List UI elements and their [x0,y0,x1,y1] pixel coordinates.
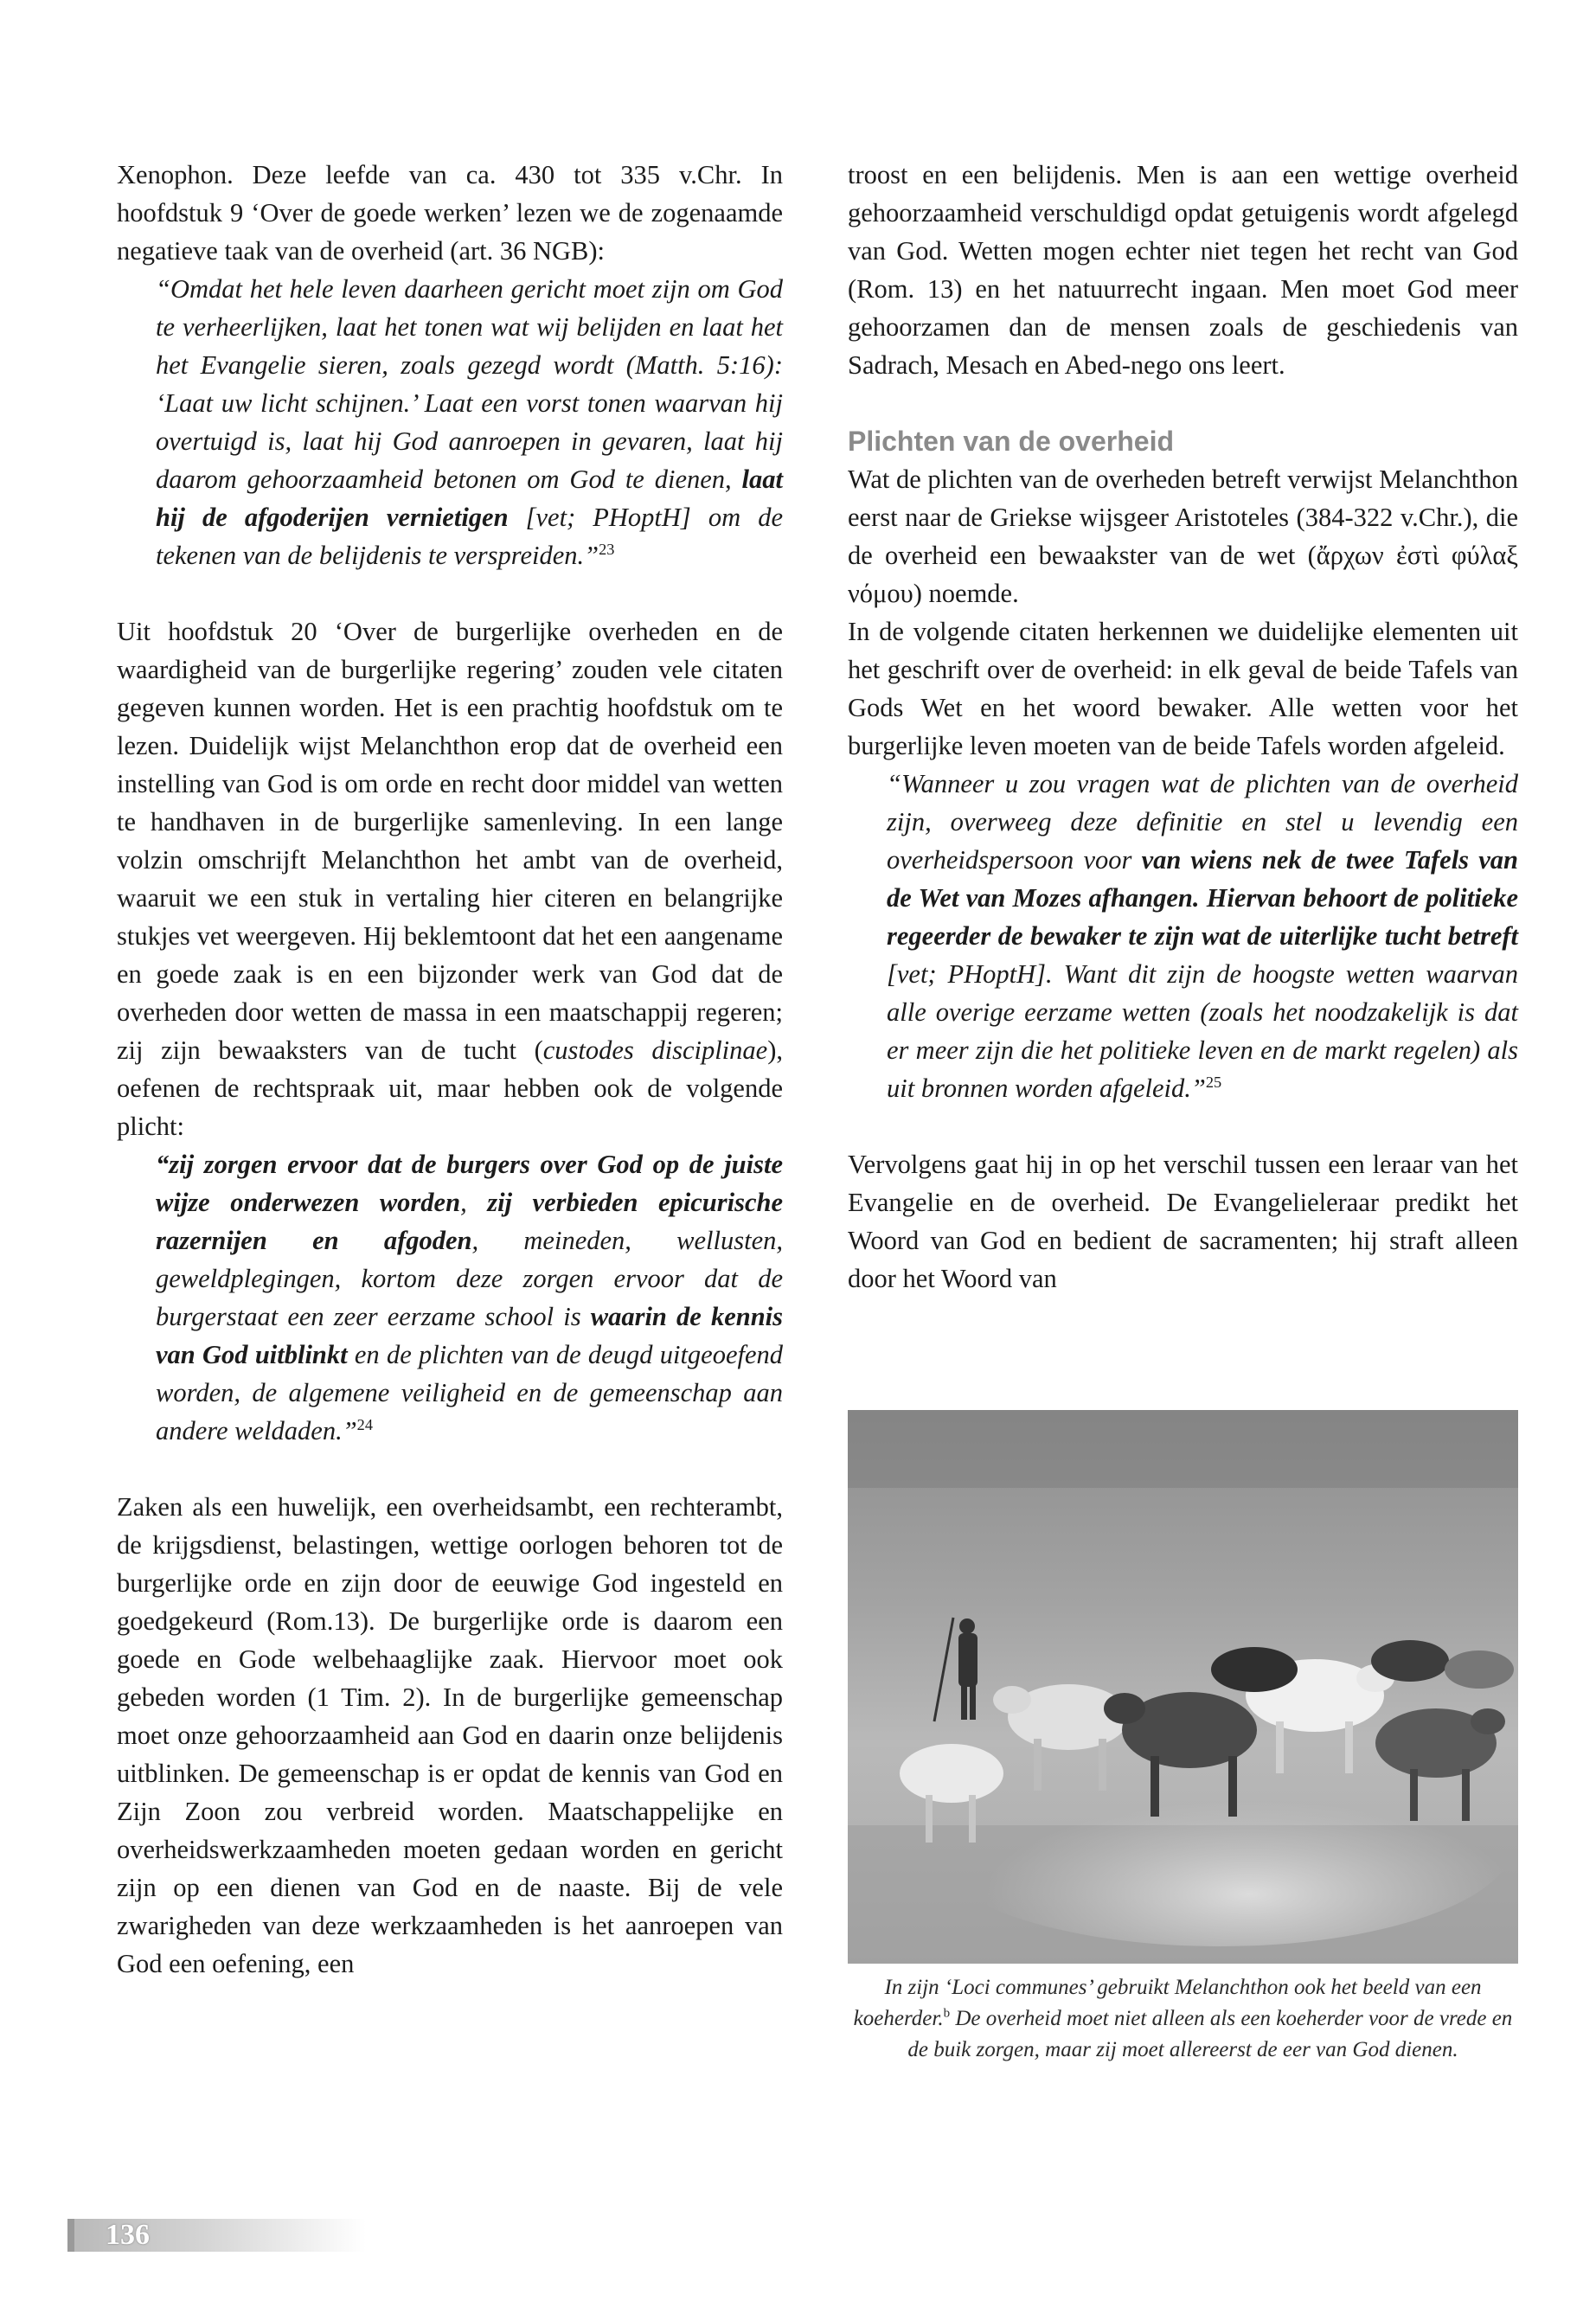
quote-text: “Omdat het hele leven daarheen gericht moet zijn om God te verheerlijken, laat het tonen wat wij belijden en laat het het Evangelie sieren, zoals gezegd wordt (Matth. 5:16): ‘Laat uw licht schijnen.’ Laat een vorst tonen waarvan hij overtuigd is, laat hij God aanroepen in gevaren, laat hij daarom gehoorzaamheid betonen om God te dienen, [156,274,783,494]
quote-bold-text: zij verbieden epicurische razernijen en afgoden [156,1188,784,1255]
paragraph-text: ), oefenen de rechtspraak uit, maar hebben ook de volgende plicht: [117,1035,783,1141]
quote-bold-text: waarin de kennis van God uitblinkt [156,1302,784,1369]
paragraph-continuation: troost en een belijdenis. Men is aan een wettige overheid gehoorzaamheid verschuldigd opdat getuigenis wordt afgelegd van God. Wetten mogen echter niet tegen het recht van God (Rom. 13) en het natuurrecht ingaan. Men moet God meer gehoorzamen dan de mensen zoals de geschiedenis van Sadrach, Mesach en Abed-nego ons leert. [848,160,1518,380]
paragraph-text: Uit hoofdstuk 20 ‘Over de burgerlijke overheden en de waardigheid van de burgerlijke regering’ zouden vele citaten gegeven kunnen worden. Het is een prachtig hoofdstuk om te lezen. Duidelijk wijst Melanchthon erop dat de overheid een instelling van God is om orde en recht door middel van wetten te handhaven in de burgerlijke samenleving. In een lange volzin omschrijft Melanchthon het ambt van de overheid, waaruit we een stuk in vertaling hier citeren en belangrijke stukjes vet weergeven. Hij beklemtoont dat het een aangename en goede zaak is en een bijzonder werk van God dat de overheden door wetten de massa in een maatschappij regeren; zij zijn bewaaksters van de tucht ( [117,617,783,1065]
left-column [117,156,783,1983]
quote-bold-text: van wiens nek de twee Tafels van de Wet van Mozes afhangen. Hiervan behoort de politieke regeerder de bewaker te zijn wat de uiterlijke tucht betreft [887,845,1518,951]
footnote-ref: 24 [356,1415,373,1433]
caption-text: De overheid moet niet alleen als een koeherder voor de vrede en de buik zorgen, maar zij moet allereerst de eer van God dienen. [907,2007,1513,2061]
quote-text: en de plichten van de deugd uitgeoefend worden, de algemene veiligheid en de gemeenschap aan andere weldaden.” [156,1340,783,1445]
quote-bold-text: “zij zorgen ervoor dat de burgers over God op de juiste wijze onderwezen worden [156,1150,783,1217]
caption-text: In zijn ‘Loci communes’ gebruikt Melanchthon ook het beeld van een koeherder. [853,1976,1482,2030]
quote-duties [156,1145,783,1450]
quote-text: “Wanneer u zou vragen wat de plichten van de overheid zijn, overweeg deze definitie en stel u levendig een overheidspersoon voor [887,769,1518,875]
quote-text: [vet; PHoptH] om de tekenen van de belijdenis te verspreiden.” [156,503,784,570]
right-column [848,156,1518,1298]
quote-chapter-9 [156,270,783,574]
footnote-ref: b [943,2006,951,2021]
paragraph-citations: In de volgende citaten herkennen we duidelijke elementen uit het geschrift over de overheid: in elk geval de beide Tafels van Gods Wet en het woord bewaker. Alle wetten voor het burgerlijke leven moeten van de beide Tafels worden afgeleid. [848,617,1518,760]
paragraph-intro: Xenophon. Deze leefde van ca. 430 tot 335 v.Chr. In hoofdstuk 9 ‘Over de goede werken’ lezen we de zogenaamde negatieve taak van de overheid (art. 36 NGB): [117,160,783,266]
quote-two-tables [887,765,1518,1107]
footer-edge [67,2219,74,2252]
latin-term: custodes disciplinae [542,1035,768,1065]
section-heading: Plichten van de overheid [848,426,1174,457]
page-number: 136 [106,2219,150,2251]
cattle-herder-photo [848,1410,1518,1964]
paragraph-aristotle: Wat de plichten van de overheden betreft verwijst Melanchthon eerst naar de Griekse wijsgeer Aristoteles (384-322 v.Chr.), die de overheid een bewaakster van de wet (ἄρχων ἐστὶ φύλαξ νόμου) noemde. [848,465,1519,608]
footnote-ref: 25 [1205,1073,1222,1091]
paragraph-gospel-teacher: Vervolgens gaat hij in op het verschil tussen een leraar van het Evangelie en de overheid. De Evangelieleraar predikt het Woord van God en bedient de sacramenten; hij straft alleen door het Woord van [848,1150,1518,1293]
paragraph-chapter-20 [117,612,783,1145]
quote-text: , meineden, wellusten, geweldplegingen, kortom deze zorgen ervoor dat de burgerstaat een zeer eerzame school is [156,1226,784,1331]
paragraph-civil-order: Zaken als een huwelijk, een overheidsambt, een rechterambt, de krijgsdienst, belastingen, wettige oorlogen behoren tot de burgerlijke orde en zijn door de eeuwige God ingesteld en goedgekeurd (Rom.13). De burgerlijke orde is daarom een goede en Gode welbehaaglijke zaak. Hiervoor moet ook gebeden worden (1 Tim. 2). In de burgerlijke gemeenschap moet onze gehoorzaamheid aan God en daarin onze belijdenis uitblinken. De gemeenschap is er opdat de kennis van God en Zijn Zoon zou verbreid worden. Maatschappelijke en overheidswerkzaamheden moeten gedaan worden en gericht zijn op een dienen van God en de naaste. Bij de vele zwarigheden van deze werkzaamheden is het aanroepen van God een oefening, een [117,1492,783,1978]
footnote-ref: 23 [599,540,615,558]
quote-text: , [460,1188,488,1217]
quote-bold-text: laat hij de afgoderijen vernietigen [156,465,783,532]
photo-caption [848,1972,1518,2066]
quote-text: [vet; PHoptH]. Want dit zijn de hoogste wetten waarvan alle overige eerzame wetten (zoals het noodzakelijk is dat er meer zijn die het politieke leven en de markt regelen) als uit bronnen worden afgeleid.” [887,959,1518,1103]
